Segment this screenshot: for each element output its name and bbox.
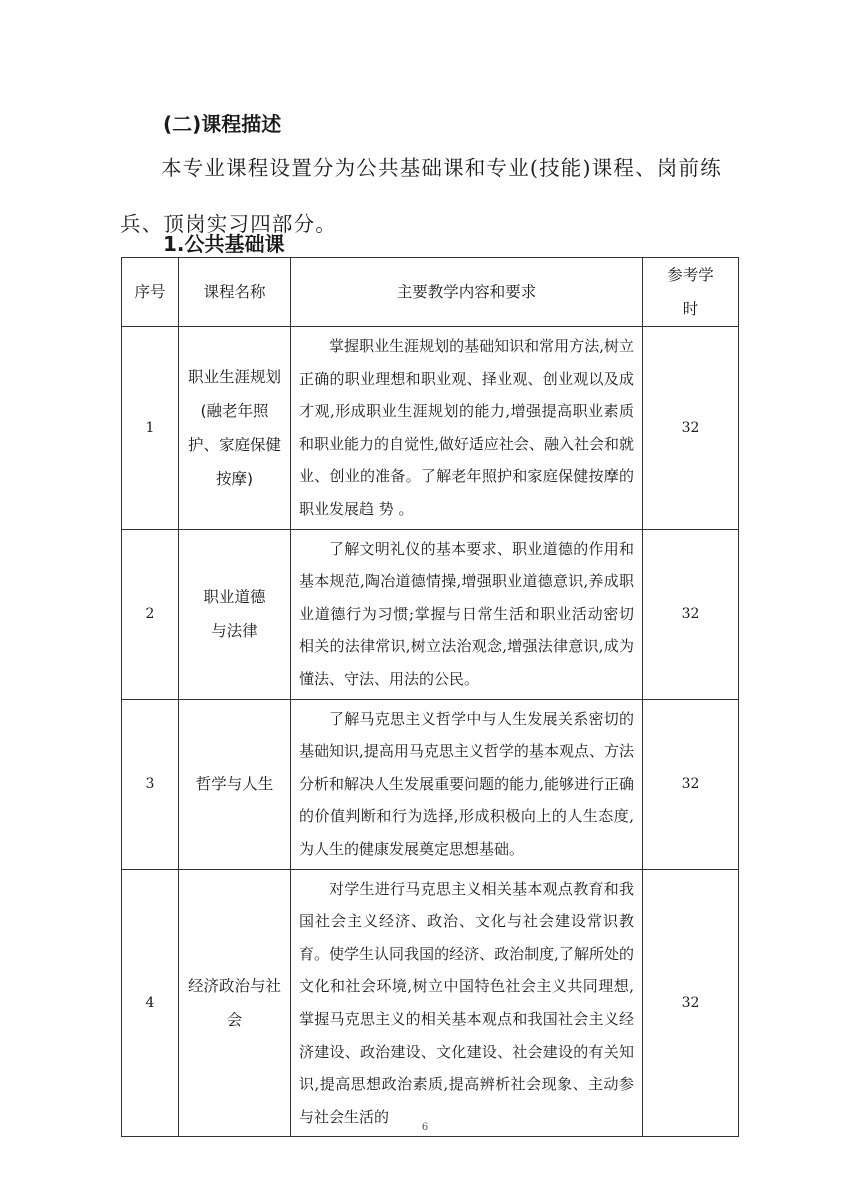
row-number: 2 xyxy=(122,529,179,699)
header-hours: 参考学时 xyxy=(643,258,739,327)
table-row xyxy=(122,699,739,869)
row-content: 了解马克思主义哲学中与人生发展关系密切的基础知识,提高用马克思主义哲学的基本观点、方法分析和解决人生发展重要问题的能力,能够进行正确的价值判断和行为选择,形成积极向上的人生态度,为人生的健康发展奠定思想基础。 xyxy=(291,699,643,869)
row-course-name: 经济政治与社会 xyxy=(179,869,291,1137)
table-row xyxy=(122,327,739,530)
row-content: 对学生进行马克思主义相关基本观点教育和我国社会主义经济、政治、文化与社会建设常识教育。使学生认同我国的经济、政治制度,了解所处的文化和社会环境,树立中国特色社会主义共同理想,掌握马克思主义的相关基本观点和我国社会主义经济建设、政治建设、文化建设、社会建设的有关知识,提高思想政治素质,提高辨析社会现象、主动参与社会生活的 xyxy=(291,869,643,1137)
row-hours: 32 xyxy=(643,869,739,1137)
table-row xyxy=(122,869,739,1137)
row-hours: 32 xyxy=(643,327,739,530)
table-header-row xyxy=(122,258,739,327)
row-number: 1 xyxy=(122,327,179,530)
page-number: 6 xyxy=(421,1122,429,1133)
row-course-name: 哲学与人生 xyxy=(179,699,291,869)
intro-paragraph: 本专业课程设置分为公共基础课和专业(技能)课程、岗前练兵、顶岗实习四部分。 xyxy=(120,156,722,236)
row-hours: 32 xyxy=(643,699,739,869)
course-table xyxy=(121,257,739,1137)
table-row xyxy=(122,529,739,699)
header-number: 序号 xyxy=(122,258,179,327)
row-content: 了解文明礼仪的基本要求、职业道德的作用和基本规范,陶冶道德情操,增强职业道德意识,养成职业道德行为习惯;掌握与日常生活和职业活动密切相关的法律常识,树立法治观念,增强法律意识,成为懂法、守法、用法的公民。 xyxy=(291,529,643,699)
row-course-name: 职业道德与法律 xyxy=(179,529,291,699)
row-number: 4 xyxy=(122,869,179,1137)
header-content: 主要教学内容和要求 xyxy=(291,258,643,327)
row-hours: 32 xyxy=(643,529,739,699)
header-course-name: 课程名称 xyxy=(179,258,291,327)
section-heading: (二)课程描述 xyxy=(163,112,282,136)
row-course-name: 职业生涯规划(融老年照护、家庭保健按摩) xyxy=(179,327,291,530)
row-number: 3 xyxy=(122,699,179,869)
row-content: 掌握职业生涯规划的基础知识和常用方法,树立正确的职业理想和职业观、择业观、创业观以及成才观,形成职业生涯规划的能力,增强提高职业素质和职业能力的自觉性,做好适应社会、融入社会和就业、创业的准备。了解老年照护和家庭保健按摩的职业发展趋 势 。 xyxy=(291,327,643,530)
subsection-heading: 1.公共基础课 xyxy=(163,232,285,256)
